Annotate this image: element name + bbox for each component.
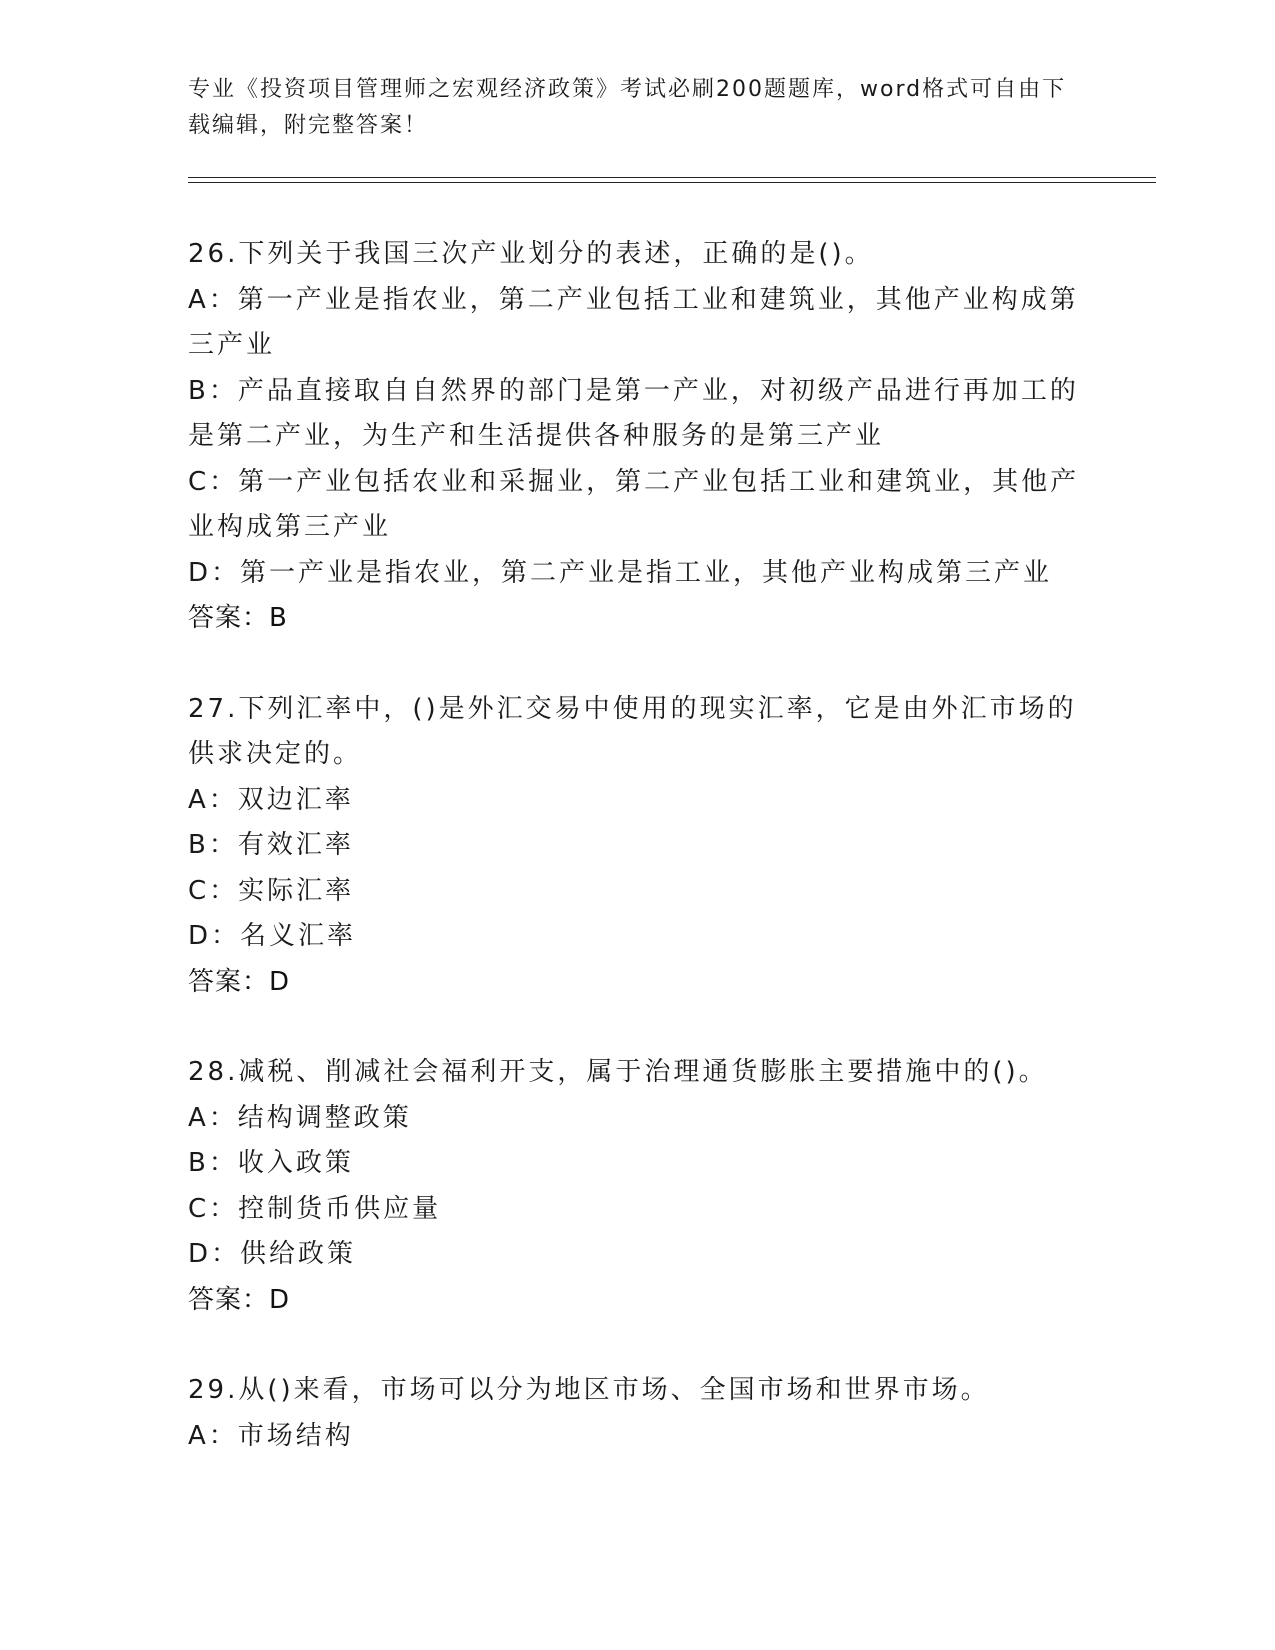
- question-item: [188, 687, 1088, 1006]
- option-a: A：结构调整政策: [188, 1102, 412, 1133]
- option-d: D：供给政策: [188, 1239, 357, 1269]
- answer-line: 答案：B: [188, 603, 288, 633]
- question-stem: 29.从()来看，市场可以分为地区市场、全国市场和世界市场。: [188, 1375, 990, 1405]
- question-stem: 26.下列关于我国三次产业划分的表述，正确的是()。: [188, 239, 874, 269]
- option-c: C：实际汇率: [188, 875, 355, 906]
- question-item: [188, 1050, 1088, 1323]
- option-a: A：双边汇率: [188, 784, 354, 815]
- option-a: A：第一产业是指农业，第二产业包括工业和建筑业，其他产业构成第三产业: [188, 284, 1079, 360]
- answer-line: 答案：D: [188, 1284, 291, 1315]
- question-item: [188, 1368, 1088, 1459]
- option-c: C：控制货币供应量: [188, 1193, 442, 1224]
- option-d: D：第一产业是指农业，第二产业是指工业，其他产业构成第三产业: [188, 557, 1053, 588]
- header-divider-bottom: [188, 182, 1156, 183]
- option-b: B：有效汇率: [188, 830, 354, 860]
- option-c: C：第一产业包括农业和采掘业，第二产业包括工业和建筑业，其他产业构成第三产业: [188, 466, 1080, 542]
- option-a: A：市场结构: [188, 1420, 354, 1451]
- option-b: B：收入政策: [188, 1148, 354, 1178]
- answer-line: 答案：D: [188, 966, 291, 997]
- question-stem: 28.减税、削减社会福利开支，属于治理通货膨胀主要措施中的()。: [188, 1057, 1048, 1087]
- header-divider-top: [188, 177, 1156, 178]
- question-stem: 27.下列汇率中，()是外汇交易中使用的现实汇率，它是由外汇市场的供求决定的。: [188, 693, 1077, 769]
- option-d: D：名义汇率: [188, 921, 357, 951]
- question-list: [188, 232, 1088, 1504]
- question-item: [188, 232, 1088, 642]
- document-header: 专业《投资项目管理师之宏观经济政策》考试必刷200题题库，word格式可自由下载编辑，附完整答案！: [188, 77, 1067, 138]
- option-b: B：产品直接取自自然界的部门是第一产业，对初级产品进行再加工的是第二产业，为生产和生活提供各种服务的是第三产业: [188, 375, 1079, 451]
